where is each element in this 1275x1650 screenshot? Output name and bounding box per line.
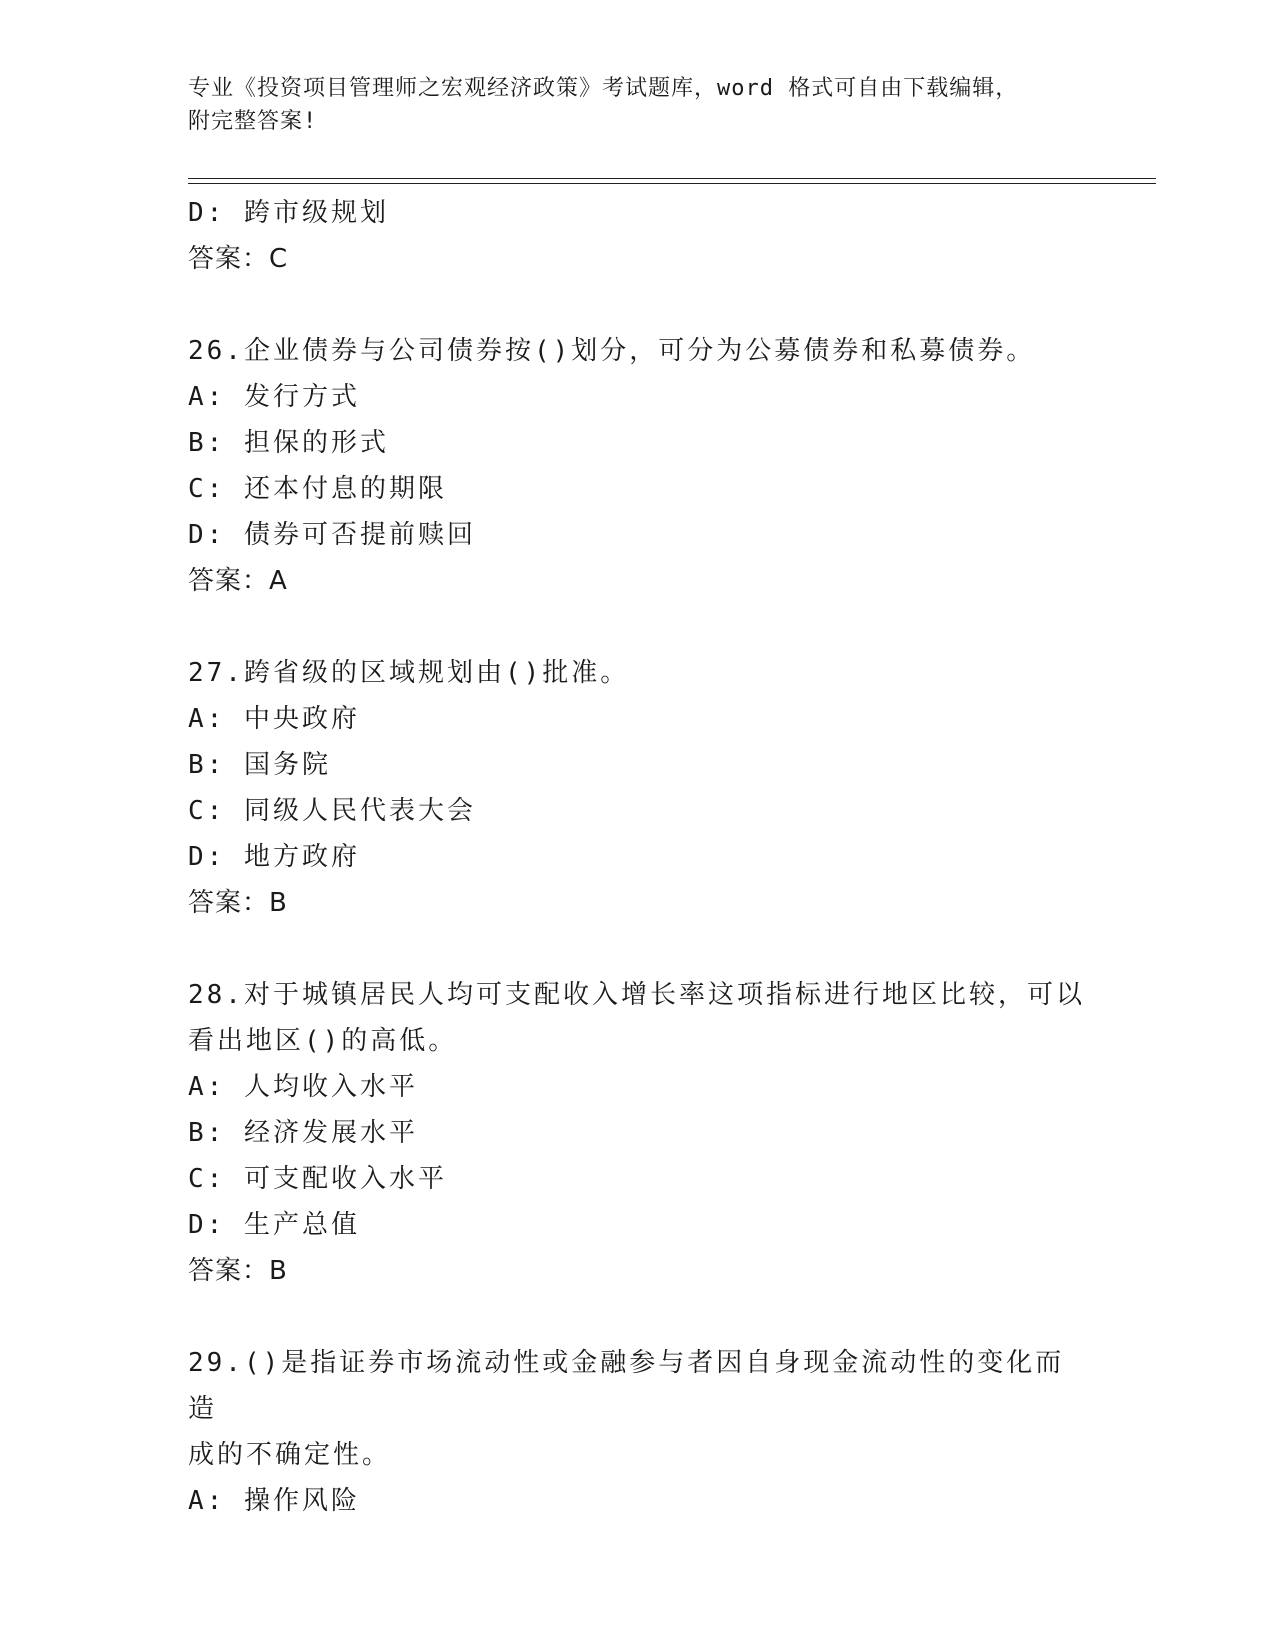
option-d: D: 债券可否提前赎回 bbox=[188, 520, 476, 550]
option-a: A: 操作风险 bbox=[188, 1486, 360, 1516]
header-divider-top bbox=[188, 178, 1156, 179]
previous-question-tail bbox=[188, 190, 1088, 282]
question-26 bbox=[188, 328, 1088, 604]
option-b: B: 经济发展水平 bbox=[188, 1118, 418, 1148]
question-stem-line-2: 成的不确定性。 bbox=[188, 1440, 392, 1470]
header-divider-bottom bbox=[188, 183, 1156, 184]
question-stem-line-1: 29.()是指证券市场流动性或金融参与者因自身现金流动性的变化而造 bbox=[188, 1348, 1065, 1424]
option-b: B: 担保的形式 bbox=[188, 428, 389, 458]
question-29 bbox=[188, 1340, 1088, 1524]
question-stem-line-2: 看出地区()的高低。 bbox=[188, 1026, 458, 1056]
option-a: A: 人均收入水平 bbox=[188, 1072, 418, 1102]
question-stem-line-1: 28.对于城镇居民人均可支配收入增长率这项指标进行地区比较，可以 bbox=[188, 980, 1085, 1010]
option-a: A: 中央政府 bbox=[188, 704, 360, 734]
option-c: C: 同级人民代表大会 bbox=[188, 796, 476, 826]
answer-line: 答案：A bbox=[188, 566, 288, 596]
document-header bbox=[188, 72, 1088, 138]
header-line-1: 专业《投资项目管理师之宏观经济政策》考试题库，word 格式可自由下载编辑， bbox=[188, 76, 1019, 101]
option-c: C: 可支配收入水平 bbox=[188, 1164, 447, 1194]
question-stem: 26.企业债券与公司债券按()划分，可分为公募债券和私募债券。 bbox=[188, 336, 1036, 366]
question-list bbox=[188, 190, 1088, 1524]
header-line-2: 附完整答案! bbox=[188, 109, 318, 134]
question-27 bbox=[188, 650, 1088, 926]
option-d: D: 地方政府 bbox=[188, 842, 360, 872]
answer-line: 答案：B bbox=[188, 1256, 288, 1286]
answer-line: 答案：B bbox=[188, 888, 288, 918]
option-d: D: 跨市级规划 bbox=[188, 198, 389, 228]
option-b: B: 国务院 bbox=[188, 750, 331, 780]
question-stem: 27.跨省级的区域规划由()批准。 bbox=[188, 658, 630, 688]
option-a: A: 发行方式 bbox=[188, 382, 360, 412]
option-c: C: 还本付息的期限 bbox=[188, 474, 447, 504]
question-28 bbox=[188, 972, 1088, 1294]
option-d: D: 生产总值 bbox=[188, 1210, 360, 1240]
answer-line: 答案：C bbox=[188, 244, 289, 274]
